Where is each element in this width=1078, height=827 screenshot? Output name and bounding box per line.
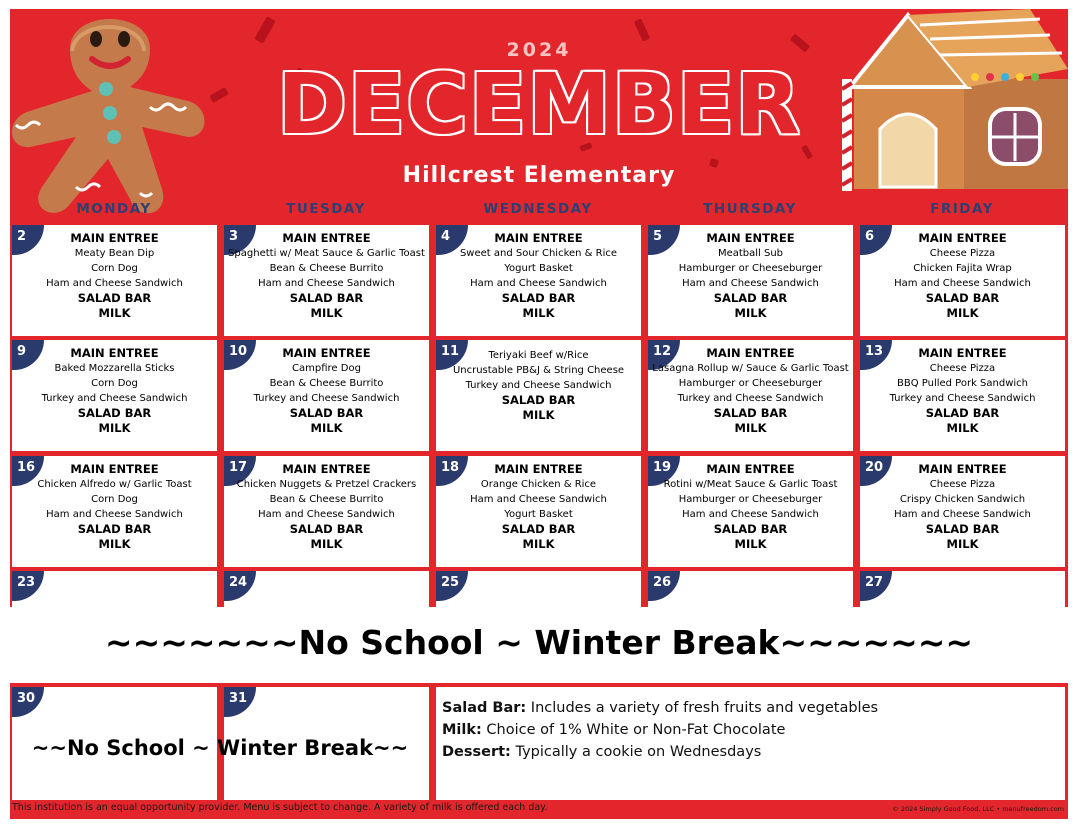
entree-heading: MAIN ENTREE <box>706 462 795 476</box>
day-cell <box>12 571 217 611</box>
entree-heading: MAIN ENTREE <box>70 231 159 245</box>
menu-item: Hamburger or Cheeseburger <box>678 263 823 274</box>
menu-item: Cheese Pizza <box>929 248 996 259</box>
salad-bar-label: SALAD BAR <box>77 522 152 536</box>
milk-label: MILK <box>734 537 767 551</box>
menu-item: Bean & Cheese Burrito <box>269 378 384 389</box>
menu-item: Corn Dog <box>91 494 138 505</box>
date-badge: 25 <box>436 571 468 601</box>
menu-item: Ham and Cheese Sandwich <box>682 278 819 289</box>
menu-item: Corn Dog <box>91 378 138 389</box>
notes <box>442 697 878 763</box>
day-cell <box>860 225 1065 336</box>
day-cell <box>436 571 641 611</box>
menu-item: Ham and Cheese Sandwich <box>682 509 819 520</box>
menu-item: Hamburger or Cheeseburger <box>678 494 823 505</box>
milk-label: MILK <box>98 306 131 320</box>
day-cell <box>648 340 853 451</box>
salad-bar-label: SALAD BAR <box>713 406 788 420</box>
menu-item: Turkey and Cheese Sandwich <box>677 393 824 404</box>
day-cell <box>648 225 853 336</box>
footer-disclaimer: This institution is an equal opportunity provider. Menu is subject to change. A variety of milk is offered each day. <box>12 802 548 813</box>
menu-item: Meaty Bean Dip <box>74 248 155 259</box>
salad-bar-label: SALAD BAR <box>925 522 1000 536</box>
date-badge: 20 <box>860 456 892 486</box>
footer-copyright: © 2024 Simply Good Food, LLC • menufreedom.com <box>892 805 1064 813</box>
day-cell <box>12 340 217 451</box>
salad-note: Salad Bar: Includes a variety of fresh fruits and vegetables <box>442 700 879 716</box>
month-title: DECEMBER <box>277 55 801 153</box>
milk-label: MILK <box>98 537 131 551</box>
entree-heading: MAIN ENTREE <box>918 346 1007 360</box>
salad-bar-label: SALAD BAR <box>501 393 576 407</box>
milk-note: Milk: Choice of 1% White or Non-Fat Chocolate <box>442 722 786 738</box>
milk-label: MILK <box>310 421 343 435</box>
day-header-friday: FRIDAY <box>930 201 994 217</box>
menu-item: Teriyaki Beef w/Rice <box>488 350 589 361</box>
day-cell <box>224 571 429 611</box>
winter-break-text-small: ~~No School ~ Winter Break~~ <box>31 736 409 760</box>
menu-item: Ham and Cheese Sandwich <box>46 278 183 289</box>
entree-heading: MAIN ENTREE <box>706 346 795 360</box>
date-badge: 23 <box>12 571 44 601</box>
day-cell <box>436 225 641 336</box>
menu-item: Uncrustable PB&J & String Cheese <box>452 365 625 376</box>
milk-label: MILK <box>522 408 555 422</box>
entree-heading: MAIN ENTREE <box>282 462 371 476</box>
salad-bar-label: SALAD BAR <box>713 291 788 305</box>
menu-item: Turkey and Cheese Sandwich <box>253 393 400 404</box>
salad-bar-label: SALAD BAR <box>713 522 788 536</box>
salad-bar-label: SALAD BAR <box>77 406 152 420</box>
milk-label: MILK <box>310 306 343 320</box>
menu-item: Ham and Cheese Sandwich <box>470 494 607 505</box>
day-cell <box>224 225 429 336</box>
menu-item: Chicken Fajita Wrap <box>913 263 1012 274</box>
winter-break-text: ~~~~~~~No School ~ Winter Break~~~~~~~ <box>104 623 974 662</box>
menu-item: Campfire Dog <box>292 363 361 374</box>
date-badge: 5 <box>648 225 680 255</box>
menu-item: Turkey and Cheese Sandwich <box>889 393 1036 404</box>
entree-heading: MAIN ENTREE <box>494 231 583 245</box>
menu-item: Ham and Cheese Sandwich <box>894 509 1031 520</box>
entree-heading: MAIN ENTREE <box>70 462 159 476</box>
menu-item: Cheese Pizza <box>929 479 996 490</box>
entree-heading: MAIN ENTREE <box>282 346 371 360</box>
menu-item: Chicken Nuggets & Pretzel Crackers <box>236 479 417 490</box>
entree-heading: MAIN ENTREE <box>282 231 371 245</box>
menu-item: Yogurt Basket <box>504 509 573 520</box>
day-cell <box>860 571 1065 611</box>
date-badge: 26 <box>648 571 680 601</box>
entree-heading: MAIN ENTREE <box>918 462 1007 476</box>
day-cell <box>224 340 429 451</box>
date-badge: 24 <box>224 571 256 601</box>
date-badge: 18 <box>436 456 468 486</box>
day-cell <box>860 340 1065 451</box>
dessert-note: Dessert: Typically a cookie on Wednesdays <box>442 744 762 760</box>
day-header-tuesday: TUESDAY <box>286 201 366 217</box>
date-badge: 17 <box>224 456 256 486</box>
entree-heading: MAIN ENTREE <box>494 462 583 476</box>
date-badge: 19 <box>648 456 680 486</box>
school-name: Hillcrest Elementary <box>402 163 676 188</box>
menu-item: Baked Mozzarella Sticks <box>54 363 175 374</box>
salad-bar-label: SALAD BAR <box>501 522 576 536</box>
milk-label: MILK <box>310 537 343 551</box>
milk-label: MILK <box>946 421 979 435</box>
day-cell <box>648 456 853 567</box>
day-cell <box>860 456 1065 567</box>
date-badge: 3 <box>224 225 256 255</box>
day-header-monday: MONDAY <box>76 201 152 217</box>
menu-item: Lasagna Rollup w/ Sauce & Garlic Toast <box>652 363 849 374</box>
salad-bar-label: SALAD BAR <box>289 406 364 420</box>
date-badge: 31 <box>224 687 256 717</box>
salad-bar-label: SALAD BAR <box>289 291 364 305</box>
milk-label: MILK <box>946 537 979 551</box>
salad-bar-label: SALAD BAR <box>925 291 1000 305</box>
menu-item: Ham and Cheese Sandwich <box>894 278 1031 289</box>
menu-item: Crispy Chicken Sandwich <box>899 494 1026 505</box>
date-badge: 30 <box>12 687 44 717</box>
menu-sheet <box>10 9 1068 819</box>
day-cell <box>12 225 217 336</box>
day-cell <box>648 571 853 611</box>
date-badge: 12 <box>648 340 680 370</box>
day-cell <box>224 456 429 567</box>
menu-item: Bean & Cheese Burrito <box>269 494 384 505</box>
date-badge: 11 <box>436 340 468 370</box>
year-label: 2024 <box>506 39 572 61</box>
menu-item: Turkey and Cheese Sandwich <box>41 393 188 404</box>
menu-item: BBQ Pulled Pork Sandwich <box>896 378 1029 389</box>
salad-bar-label: SALAD BAR <box>289 522 364 536</box>
menu-item: Chicken Alfredo w/ Garlic Toast <box>37 479 192 490</box>
day-header-thursday: THURSDAY <box>703 201 797 217</box>
milk-label: MILK <box>522 306 555 320</box>
date-badge: 6 <box>860 225 892 255</box>
milk-label: MILK <box>946 306 979 320</box>
milk-label: MILK <box>734 421 767 435</box>
date-badge: 2 <box>12 225 44 255</box>
menu-item: Bean & Cheese Burrito <box>269 263 384 274</box>
date-badge: 13 <box>860 340 892 370</box>
date-badge: 9 <box>12 340 44 370</box>
salad-bar-label: SALAD BAR <box>501 291 576 305</box>
entree-heading: MAIN ENTREE <box>918 231 1007 245</box>
day-cell <box>436 456 641 567</box>
milk-label: MILK <box>98 421 131 435</box>
salad-bar-label: SALAD BAR <box>77 291 152 305</box>
menu-item: Cheese Pizza <box>929 363 996 374</box>
day-header-wednesday: WEDNESDAY <box>483 201 593 217</box>
menu-item: Hamburger or Cheeseburger <box>678 378 823 389</box>
milk-label: MILK <box>522 537 555 551</box>
menu-item: Orange Chicken & Rice <box>480 479 597 490</box>
day-cell <box>12 456 217 567</box>
milk-label: MILK <box>734 306 767 320</box>
date-badge: 4 <box>436 225 468 255</box>
menu-item: Spaghetti w/ Meat Sauce & Garlic Toast <box>228 248 425 259</box>
salad-bar-label: SALAD BAR <box>925 406 1000 420</box>
menu-item: Turkey and Cheese Sandwich <box>465 380 612 391</box>
menu-item: Meatball Sub <box>717 248 784 259</box>
menu-item: Ham and Cheese Sandwich <box>258 278 395 289</box>
menu-item: Corn Dog <box>91 263 138 274</box>
menu-item: Yogurt Basket <box>504 263 573 274</box>
date-badge: 16 <box>12 456 44 486</box>
menu-item: Sweet and Sour Chicken & Rice <box>459 248 618 259</box>
menu-item: Ham and Cheese Sandwich <box>470 278 607 289</box>
menu-item: Rotini w/Meat Sauce & Garlic Toast <box>663 479 838 490</box>
day-cell <box>436 340 641 451</box>
entree-heading: MAIN ENTREE <box>70 346 159 360</box>
menu-item: Ham and Cheese Sandwich <box>46 509 183 520</box>
date-badge: 27 <box>860 571 892 601</box>
menu-item: Ham and Cheese Sandwich <box>258 509 395 520</box>
entree-heading: MAIN ENTREE <box>706 231 795 245</box>
date-badge: 10 <box>224 340 256 370</box>
